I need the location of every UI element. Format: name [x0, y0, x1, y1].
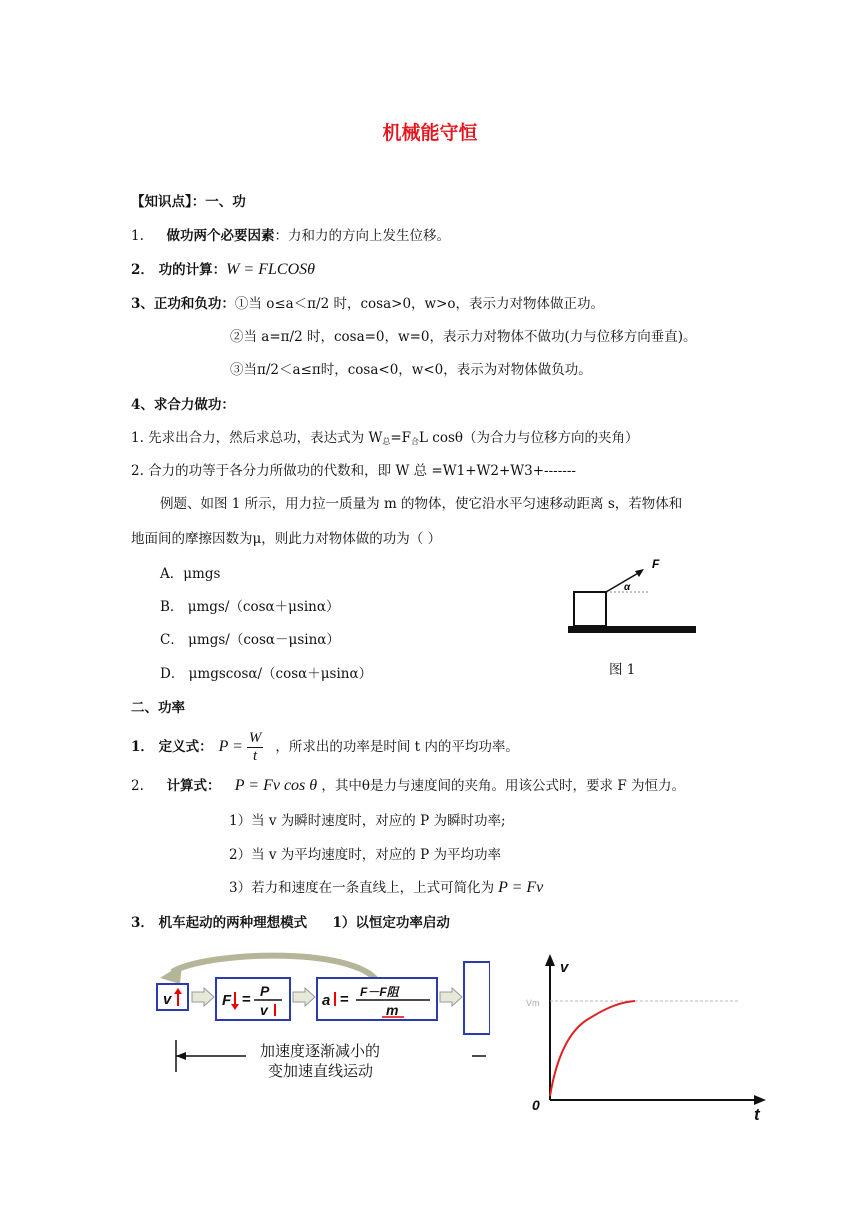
locomotive-start-header [131, 914, 450, 932]
knowledge-header: 【知识点】：一、功 [131, 194, 246, 210]
origin-label: 0 [532, 1097, 540, 1113]
power-definition [131, 727, 519, 767]
power-calc-number: 2. [131, 778, 144, 794]
item-3-line-1: ①当 o≤a＜π/2 时，cosa>0，w>o，表示力对物体做正功。 [234, 296, 605, 312]
y-axis-arrow [545, 954, 555, 966]
option-b: B． μmgs/（cosα＋μsinα） [160, 599, 340, 615]
item-3-line-3: ③当π/2＜a≤π时，cosa<0，w<0，表示为对物体做负功。 [230, 362, 592, 378]
power-sub-2: 2）当 v 为平均速度时，对应的 P 为平均功率 [229, 847, 501, 863]
y-axis-label: v [560, 959, 569, 976]
x-axis-arrow [754, 1095, 766, 1105]
item-1 [131, 227, 450, 245]
box-F-numerator: P [260, 983, 270, 999]
vm-label: Vm [526, 998, 540, 1008]
box-F-denominator: v [260, 1002, 268, 1018]
figure-1 [560, 548, 700, 640]
option-c: C． μmgs/（cosα－μsinα） [160, 632, 340, 648]
power-fraction [247, 730, 264, 765]
box-a-denominator: m [386, 1002, 399, 1018]
simplified-power-formula: P = Fv [498, 879, 544, 896]
page-title: 机械能守恒 [382, 122, 478, 144]
box-a-equals: = [340, 991, 349, 1008]
item-2-label: 2． 功的计算： [131, 262, 227, 278]
box-a-numerator: F－F阻 [360, 985, 399, 999]
example-line-2: 地面间的摩擦因数为μ，则此力对物体做的功为（ ） [131, 531, 442, 547]
box-v-label: v [163, 991, 172, 1008]
item-3 [131, 295, 604, 313]
flow-caption-2: 变加速直线运动 [268, 1063, 374, 1080]
box-result [464, 962, 490, 1034]
box-a-label: a [322, 992, 331, 1009]
flow-arrow-1 [192, 988, 214, 1006]
subscript-net: 合 [411, 437, 420, 446]
fraction-denominator: t [253, 747, 258, 764]
item-4-sub-1-a: 1. 先求出合力，然后求总功，表达式为 W [131, 430, 383, 446]
flow-arrow-3 [440, 988, 462, 1006]
item-4-sub-1-c: L cosθ（为合力与位移方向的夹角） [419, 430, 639, 446]
item-4-label: 4、求合力做功： [131, 397, 235, 413]
feedback-arrow-head [160, 964, 182, 984]
subscript-total: 总 [382, 437, 391, 446]
flow-caption-1: 加速度逐渐减小的 [260, 1043, 381, 1060]
figure-1-caption: 图 1 [609, 662, 636, 678]
box-F-label: F [222, 992, 232, 1009]
item-4-sub-1-b: =F [390, 430, 412, 446]
example-line-1: 例题、如图 1 所示，用力拉一质量为 m 的物体，使它沿水平匀速移动距离 s，若物体和 [160, 496, 683, 512]
power-definition-label: 1． 定义式： [131, 739, 213, 755]
constant-power-mode: 1）以恒定功率启动 [332, 915, 450, 931]
flow-arrow-2 [293, 988, 315, 1006]
item-1-bold: 做功两个必要因素 [166, 228, 275, 244]
force-arrow-head [635, 569, 644, 577]
item-2 [131, 261, 315, 279]
item-3-label: 3、正功和负功： [131, 296, 235, 312]
power-lhs: P = [218, 738, 243, 755]
velocity-time-graph [520, 950, 790, 1130]
locomotive-start-label: 3． 机车起动的两种理想模式 [131, 915, 308, 931]
item-4-sub-1 [131, 429, 639, 451]
power-definition-rest: ，所求出的功率是时间 t 内的平均功率。 [275, 739, 519, 755]
power-sub-3-text: 3）若力和速度在一条直线上，上式可简化为 [229, 880, 495, 896]
power-calc-rest: ，其中θ是力与速度间的夹角。用该公式时，要求 F 为恒力。 [321, 778, 685, 794]
option-a: A．μmgs [160, 566, 221, 582]
constant-power-flow-diagram [150, 944, 490, 1084]
box-v [157, 984, 188, 1010]
work-formula: W = FLCOSθ [226, 261, 315, 278]
fraction-numerator: W [248, 729, 262, 746]
section-2-header: 二、功率 [131, 700, 185, 716]
option-d: D． μmgscosα/（cosα＋μsinα） [160, 666, 373, 682]
force-arrow [606, 572, 640, 592]
force-label: F [652, 557, 660, 571]
power-formula: P = Fv cos θ [234, 777, 318, 794]
power-sub-3 [229, 879, 543, 897]
item-3-line-2: ②当 a=π/2 时，cosa=0，w=0，表示力对物体不做功(力与位移方向垂直)。 [230, 329, 697, 345]
item-1-number: 1. [131, 228, 144, 244]
velocity-curve [550, 1001, 635, 1096]
bracket-arrow-head [176, 1052, 186, 1060]
item-1-rest: ：力和力的方向上发生位移。 [274, 228, 450, 244]
box-F-equals: = [242, 991, 251, 1008]
power-calc-label: 计算式： [166, 778, 221, 794]
angle-label: α [624, 582, 631, 593]
power-sub-1: 1）当 v 为瞬时速度时，对应的 P 为瞬时功率; [229, 813, 506, 829]
power-calculation [131, 777, 685, 795]
x-axis-label: t [754, 1105, 760, 1124]
block [574, 592, 606, 626]
ground [568, 626, 696, 633]
item-4-sub-2: 2. 合力的功等于各分力所做功的代数和，即 W 总 =W1+W2+W3+------- [131, 463, 576, 479]
